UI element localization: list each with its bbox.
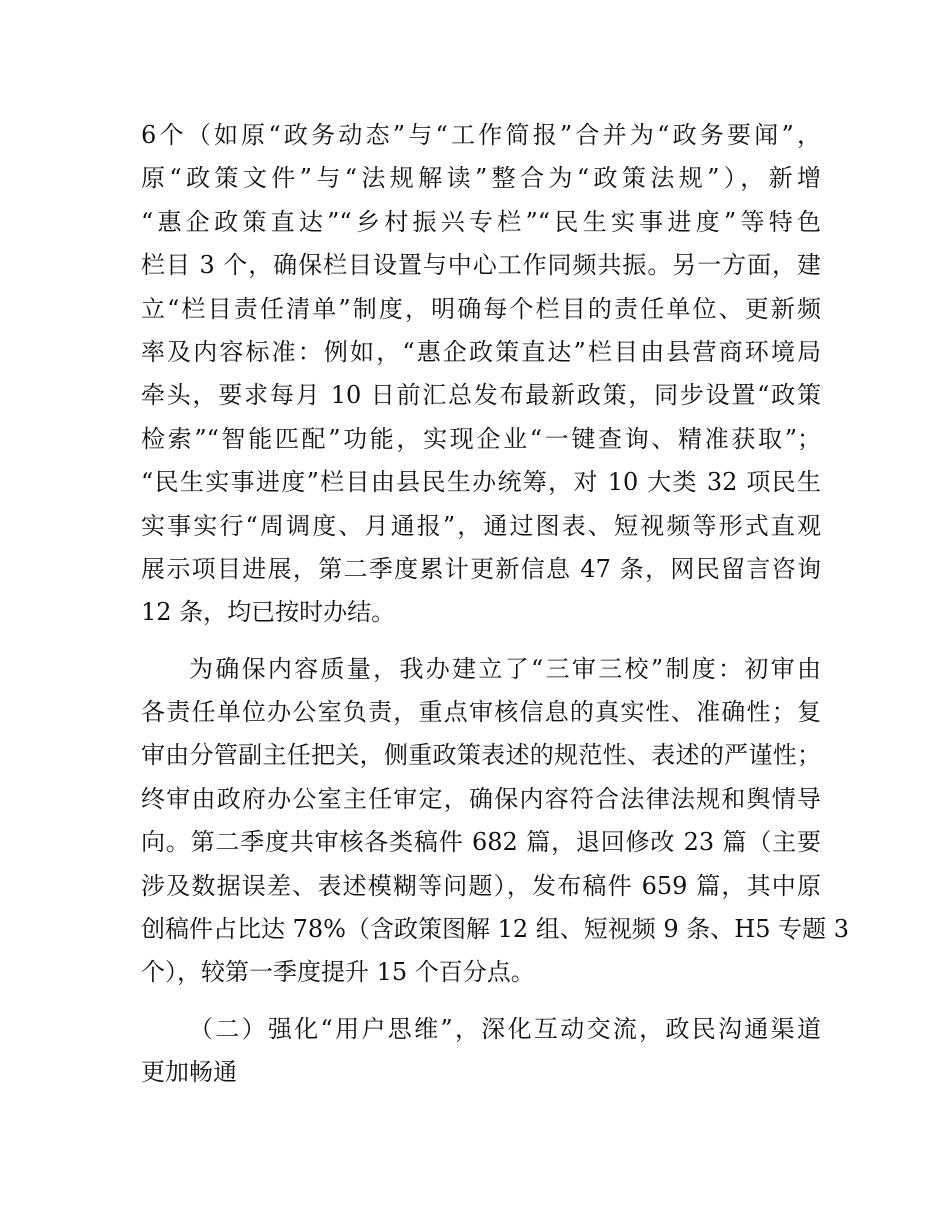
paragraph-content-review xyxy=(141,648,850,995)
text-line: 个），较第一季度提升 15 个百分点。 xyxy=(141,958,535,987)
paragraph-spacer xyxy=(141,995,821,1008)
paragraph-spacer xyxy=(141,635,821,648)
text-line: 栏目 3 个，确保栏目设置与中心工作同频共振。另一方面，建 xyxy=(141,251,821,280)
text-line: 立“栏目责任清单”制度，明确每个栏目的责任单位、更新频 xyxy=(141,294,821,323)
section-heading xyxy=(141,1008,821,1095)
text-line: 12 条，均已按时办结。 xyxy=(141,598,396,627)
text-line: 终审由政府办公室主任审定，确保内容符合法律法规和舆情导 xyxy=(141,784,821,813)
text-line: 为确保内容质量，我办建立了“三审三校”制度：初审由 xyxy=(189,654,821,683)
text-line: 审由分管副主任把关，侧重政策表述的规范性、表述的严谨性； xyxy=(141,741,821,770)
text-line: 各责任单位办公室负责，重点审核信息的真实性、准确性；复 xyxy=(141,698,821,727)
text-line: 展示项目进展，第二季度累计更新信息 47 条，网民留言咨询 xyxy=(141,554,821,583)
text-line: 涉及数据误差、表述模糊等问题），发布稿件 659 篇，其中原 xyxy=(141,871,821,900)
text-line: “民生实事进度”栏目由县民生办统筹，对 10 大类 32 项民生 xyxy=(141,468,821,497)
text-line: “惠企政策直达”“乡村振兴专栏”“民生实事进度”等特色 xyxy=(141,207,821,236)
paragraph-column-settings xyxy=(141,114,821,635)
text-line: 向。第二季度共审核各类稿件 682 篇，退回修改 23 篇（主要 xyxy=(141,828,821,857)
text-line: 实事实行“周调度、月通报”，通过图表、短视频等形式直观 xyxy=(141,511,821,540)
document-body xyxy=(141,114,850,1095)
text-line: 原“政策文件”与“法规解读”整合为“政策法规”），新增 xyxy=(141,164,821,193)
text-line: 检索”“智能匹配”功能，实现企业“一键查询、精准获取”； xyxy=(141,424,821,453)
heading-line: （二）强化“用户思维”，深化互动交流，政民沟通渠道 xyxy=(189,1014,821,1043)
text-line: 率及内容标准：例如，“惠企政策直达”栏目由县营商环境局 xyxy=(141,337,821,366)
text-line: 6个（如原“政务动态”与“工作简报”合并为“政务要闻”， xyxy=(141,121,821,149)
heading-line: 更加畅通 xyxy=(141,1058,237,1087)
text-line: 牵头，要求每月 10 日前汇总发布最新政策，同步设置“政策 xyxy=(141,381,821,410)
text-line: 创稿件占比达 78%（含政策图解 12 组、短视频 9 条、H5 专题 3 xyxy=(141,915,850,944)
